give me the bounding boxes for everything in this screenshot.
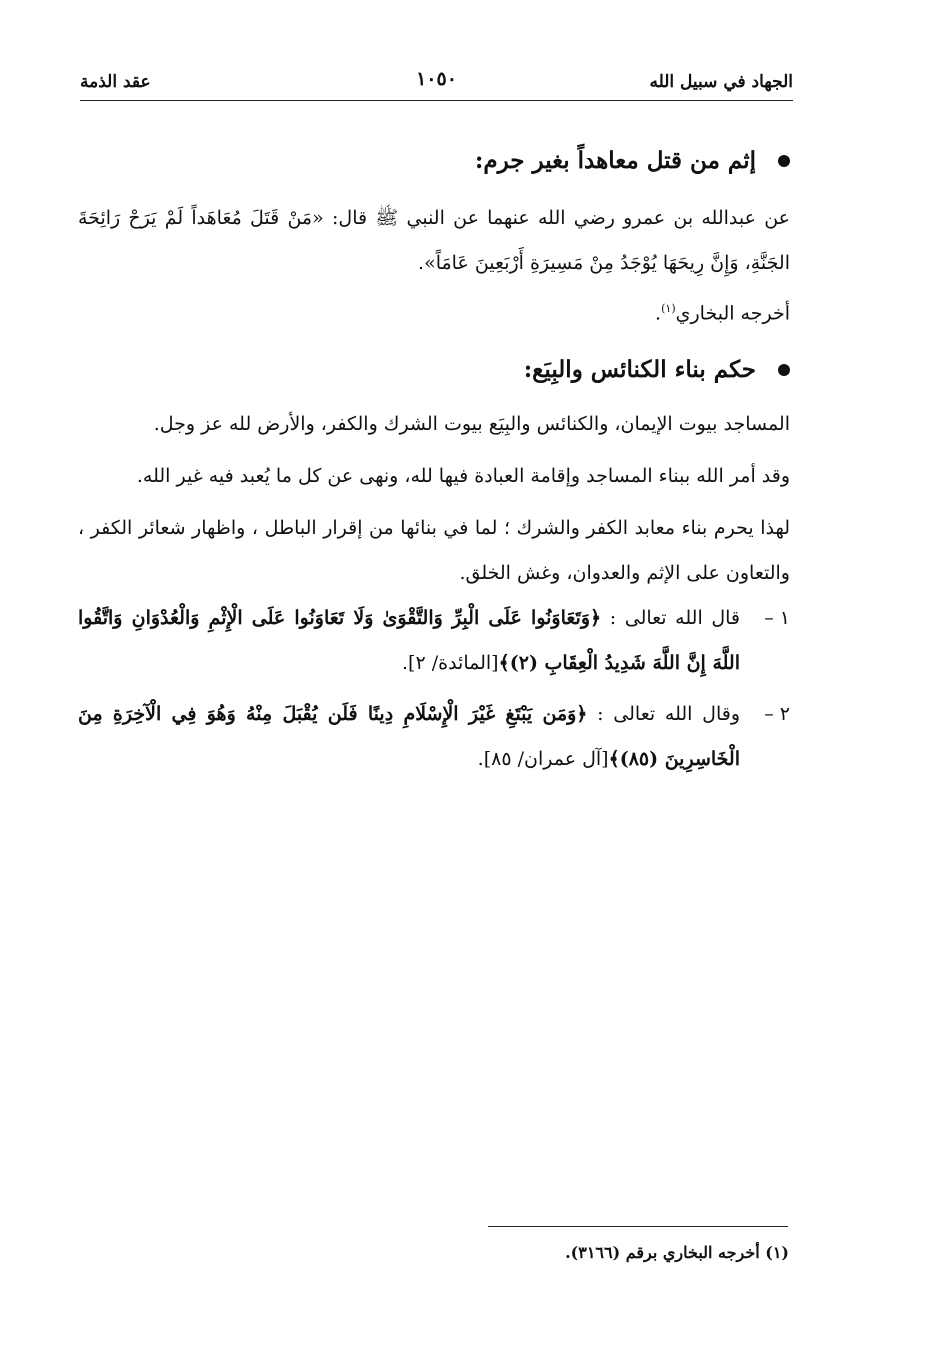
hadith-intro: عن عبدالله بن عمرو رضي الله عنهما عن النبي ﷺ قال: (323, 207, 790, 229)
section-heading (78, 143, 790, 179)
heading-text: إثم من قتل معاهداً بغير جرم: (474, 147, 756, 174)
item-intro: قال الله تعالى : (601, 607, 740, 629)
section-murder-of-covenanter (78, 143, 790, 336)
item-number: ١ – (764, 607, 790, 629)
paragraph: المساجد بيوت الإيمان، والكنائس والبِيَع بيوت الشرك والكفر، والأرض لله عز وجل. (153, 413, 790, 435)
chapter-title: عقد الذمة (80, 72, 151, 92)
verse-reference: [المائدة/ ٢]. (402, 652, 499, 674)
quran-verse: ﴿وَتَعَاوَنُوا عَلَى الْبِرِّ وَالتَّقْوَىٰ وَلَا تَعَاوَنُوا عَلَى الْإِثْمِ وَالْعُدْوَانِ وَاتَّقُوا اللَّهَ إِنَّ اللَّهَ شَدِيدُ الْعِقَابِ (٢)﴾ (78, 607, 740, 674)
footnote-marker: (١) (661, 302, 676, 315)
book-title: الجهاد في سبيل الله (649, 72, 793, 92)
footnote-divider (488, 1226, 788, 1227)
page-header (80, 70, 793, 101)
bullet-icon (778, 364, 790, 376)
list-item (78, 692, 790, 782)
hadith-text: «مَنْ قَتَلَ مُعَاهَداً لَمْ يَرَحْ رَائِحَةَ الجَنَّةِ، وَإِنَّ رِيحَهَا يُوْجَدُ مِنْ مَسِيرَةِ أَرْبَعِينَ عَامَاً». (78, 207, 790, 274)
list-item (78, 596, 790, 686)
section-churches-ruling (78, 352, 790, 782)
item-text (78, 692, 740, 782)
hadith-paragraph (78, 196, 790, 336)
hadith-source: أخرجه البخاري (675, 302, 790, 325)
paragraph: لهذا يحرم بناء معابد الكفر والشرك ؛ لما في بنائها من إقرار الباطل ، واظهار شعائر الكفر ، والتعاون على الإثم والعدوان، وغش الخلق. (78, 517, 790, 584)
paragraph: وقد أمر الله ببناء المساجد وإقامة العبادة فيها لله، ونهى عن كل ما يُعبد فيه غير الله. (136, 465, 790, 487)
heading-text: حكم بناء الكنائس والبِيَع: (523, 356, 756, 383)
quran-verse: ﴿وَمَن يَبْتَغِ غَيْرَ الْإِسْلَامِ دِينًا فَلَن يُقْبَلَ مِنْهُ وَهُوَ فِي الْآخِرَةِ مِنَ الْخَاسِرِينَ (٨٥)﴾ (78, 703, 740, 770)
item-intro: وقال الله تعالى : (587, 703, 740, 725)
page-number: ١٠٥٠ (416, 68, 457, 90)
item-number: ٢ – (764, 703, 790, 725)
item-text (78, 596, 740, 686)
verse-reference: [آل عمران/ ٨٥]. (477, 748, 609, 770)
section-heading (78, 352, 790, 388)
bullet-icon (778, 155, 790, 167)
source-end: . (655, 302, 662, 325)
footnote: (١) أخرجه البخاري برقم (٣١٦٦). (565, 1243, 789, 1262)
